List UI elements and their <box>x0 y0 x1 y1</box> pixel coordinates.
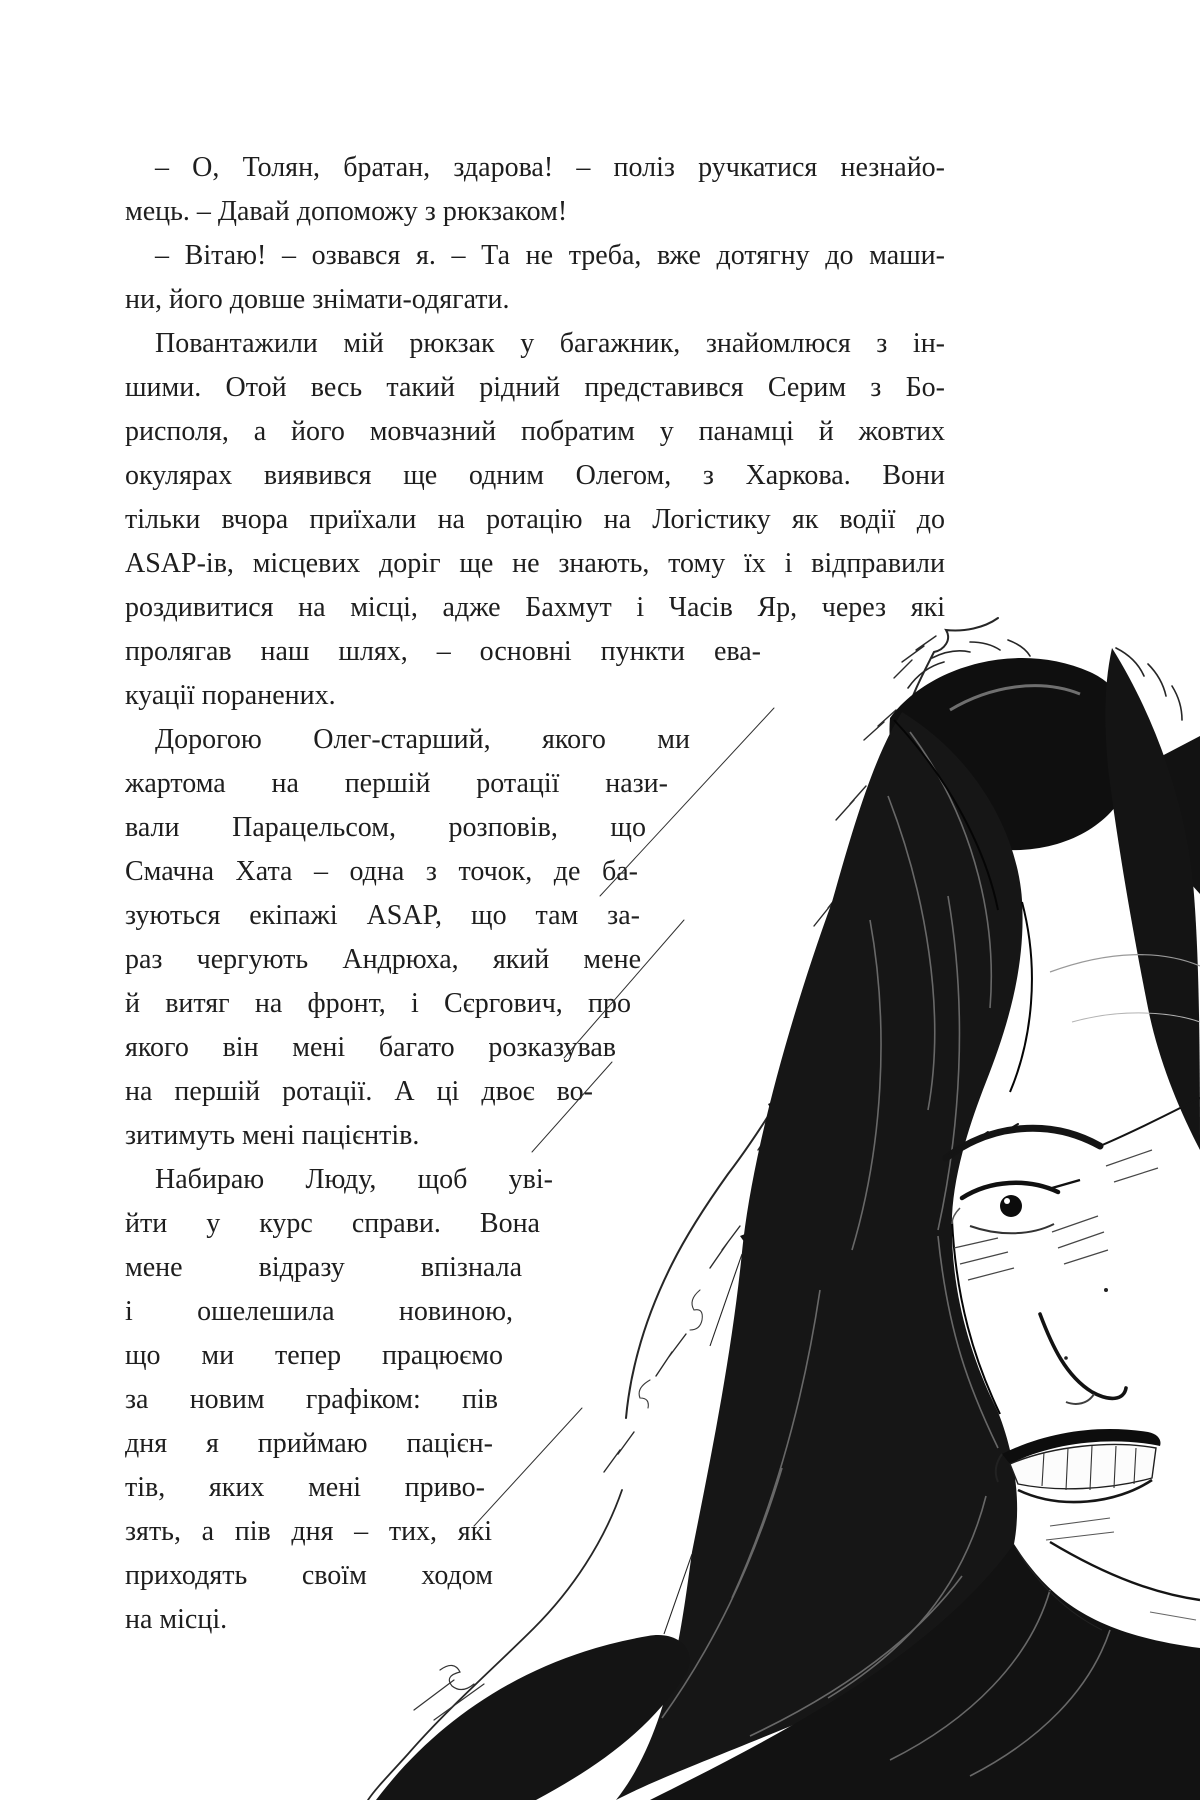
text-line: окулярах виявився ще одним Олегом, з Харкова. Вони <box>125 460 945 491</box>
beauty-mark <box>1104 1288 1108 1292</box>
text-line: шими. Отой весь такий рідний представився Серим з Бо- <box>125 372 945 403</box>
text-line: приходять своїм ходом <box>125 1560 493 1591</box>
text-line: – О, Толян, братан, здарова! – поліз ручкатися незнайо- <box>155 152 945 183</box>
text-line: дня я приймаю пацієн- <box>125 1428 493 1459</box>
text-line: мець. – Давай допоможу з рюкзаком! <box>125 196 568 227</box>
text-line: куації поранених. <box>125 680 336 711</box>
text-line: рисполя, а його мовчазний побратим у панамці й жовтих <box>125 416 945 447</box>
jaw-line <box>1050 1542 1200 1600</box>
text-line: Смачна Хата – одна з точок, де ба- <box>125 856 638 887</box>
text-line: на місці. <box>125 1604 228 1635</box>
text-line: Повантажили мій рюкзак у багажник, знайомлюся з ін- <box>155 328 945 359</box>
text-line: якого він мені багато розказував <box>125 1032 616 1063</box>
text-line: ASAP-ів, місцевих доріг ще не знають, тому їх і відправили <box>125 548 945 579</box>
text-line: йти у курс справи. Вона <box>125 1208 540 1239</box>
sketch-hatching <box>954 1150 1158 1280</box>
text-line: що ми тепер працюємо <box>125 1340 503 1371</box>
text-line: вали Парацельсом, розповів, що <box>125 812 646 843</box>
text-line: на першій ротації. А ці двоє во- <box>125 1076 593 1107</box>
text-line: зуються екіпажі ASAP, що там за- <box>125 900 640 931</box>
text-line: ни, його довше знімати-одягати. <box>125 284 510 315</box>
eyebrow <box>946 1098 1200 1158</box>
eye <box>952 1180 1080 1233</box>
text-line: пролягав наш шлях, – основні пункти ева- <box>125 636 761 667</box>
text-line: Набираю Люду, щоб уві- <box>155 1164 553 1195</box>
text-line: й витяг на фронт, і Сєргович, про <box>125 988 631 1019</box>
nose <box>1040 1314 1126 1404</box>
text-line: роздивитися на місці, адже Бахмут і Часів Яр, через які <box>125 592 945 623</box>
text-line: зитимуть мені пацієнтів. <box>125 1120 420 1151</box>
text-line: тільки вчора приїхали на ротацію на Логістику як водії до <box>125 504 945 535</box>
text-line: раз чергують Андрюха, який мене <box>125 944 641 975</box>
text-line: за новим графіком: пів <box>125 1384 498 1415</box>
illustration-woman-panda-hood <box>350 590 1200 1800</box>
smiling-mouth <box>996 1429 1161 1540</box>
text-line: жартома на першій ротації нази- <box>125 768 668 799</box>
beauty-mark <box>1064 1356 1068 1360</box>
text-line: мене відразу впізнала <box>125 1252 522 1283</box>
text-line: Дорогою Олег-старший, якого ми <box>155 724 690 755</box>
text-line: тів, яких мені приво- <box>125 1472 485 1503</box>
text-line: і ошелешила новиною, <box>125 1296 513 1327</box>
text-line: – Вітаю! – озвався я. – Та не треба, вже дотягну до маши- <box>155 240 945 271</box>
text-line: зять, а пів дня – тих, які <box>125 1516 492 1547</box>
